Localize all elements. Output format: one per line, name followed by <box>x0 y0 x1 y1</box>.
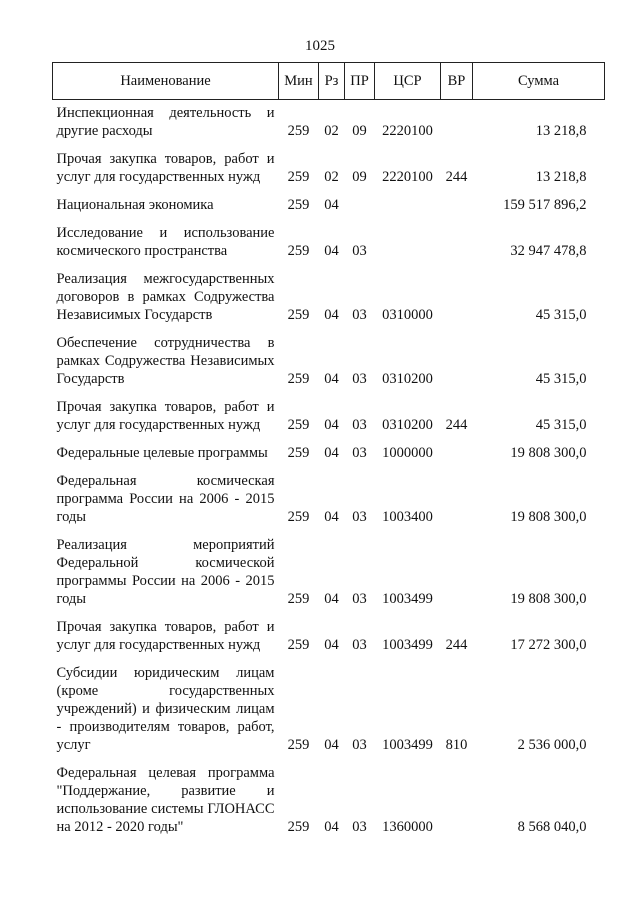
row-pr: 03 <box>352 371 367 387</box>
header-vr: ВР <box>441 63 473 100</box>
row-vr <box>441 270 473 334</box>
row-min: 259 <box>287 169 310 185</box>
table-row <box>53 196 605 224</box>
table-row <box>53 472 605 536</box>
row-pr: 03 <box>352 445 367 461</box>
header-rz: Рз <box>319 63 345 100</box>
row-min: 259 <box>287 445 310 461</box>
row-rz: 04 <box>324 637 339 653</box>
row-csr: 2220100 <box>382 169 433 185</box>
row-min: 259 <box>287 417 310 433</box>
row-vr: 244 <box>445 637 468 653</box>
row-name: Обеспечение сотрудничества в рамках Содружества Независимых Государств <box>56 335 275 387</box>
row-pr: 03 <box>352 591 367 607</box>
row-csr: 1000000 <box>382 445 433 461</box>
row-csr: 1003499 <box>382 591 433 607</box>
row-rz: 04 <box>324 371 339 387</box>
row-rz: 04 <box>324 509 339 525</box>
row-min: 259 <box>287 819 310 835</box>
row-name: Прочая закупка товаров, работ и услуг для государственных нужд <box>56 619 275 653</box>
row-vr: 810 <box>445 737 468 753</box>
row-pr: 03 <box>352 819 367 835</box>
row-min: 259 <box>287 243 310 259</box>
row-pr: 03 <box>352 737 367 753</box>
row-sum: 13 218,8 <box>535 123 587 139</box>
table-header-row <box>53 63 605 100</box>
row-rz: 04 <box>324 591 339 607</box>
row-name: Федеральная целевая программа "Поддержание, развитие и использование системы ГЛОНАСС на 2012 - 2020 годы" <box>56 765 275 835</box>
table-row <box>53 618 605 664</box>
row-min: 259 <box>287 371 310 387</box>
row-sum: 2 536 000,0 <box>517 737 587 753</box>
row-name: Национальная экономика <box>56 197 214 213</box>
row-rz: 04 <box>324 197 339 213</box>
row-rz: 04 <box>324 243 339 259</box>
row-sum: 13 218,8 <box>535 169 587 185</box>
row-csr <box>375 224 441 270</box>
row-name: Субсидии юридическим лицам (кроме государственных учреждений) и физическим лицам - производителям товаров, работ, услуг <box>56 665 275 753</box>
row-csr: 2220100 <box>382 123 433 139</box>
row-vr: 244 <box>445 169 468 185</box>
row-min: 259 <box>287 637 310 653</box>
table-row <box>53 444 605 472</box>
table-body <box>53 100 605 847</box>
row-min: 259 <box>287 591 310 607</box>
table-row <box>53 100 605 151</box>
row-name: Реализация мероприятий Федеральной космической программы России на 2006 - 2015 годы <box>56 537 275 607</box>
row-csr: 1360000 <box>382 819 433 835</box>
row-sum: 19 808 300,0 <box>510 445 587 461</box>
table-row <box>53 764 605 846</box>
header-name: Наименование <box>53 63 279 100</box>
row-min: 259 <box>287 737 310 753</box>
row-rz: 04 <box>324 417 339 433</box>
row-sum: 45 315,0 <box>535 371 587 387</box>
row-name: Реализация межгосударственных договоров в рамках Содружества Независимых Государств <box>56 271 275 323</box>
row-csr: 0310200 <box>382 371 433 387</box>
table-row <box>53 334 605 398</box>
row-csr: 0310200 <box>382 417 433 433</box>
row-vr <box>441 196 473 224</box>
table-row <box>53 398 605 444</box>
row-min: 259 <box>287 509 310 525</box>
page-number: 1025 <box>305 38 335 54</box>
row-min: 259 <box>287 197 310 213</box>
row-pr <box>345 196 375 224</box>
row-pr: 03 <box>352 417 367 433</box>
row-name: Инспекционная деятельность и другие расходы <box>56 105 275 139</box>
table-row <box>53 270 605 334</box>
row-name: Прочая закупка товаров, работ и услуг для государственных нужд <box>56 151 275 185</box>
row-vr <box>441 334 473 398</box>
row-min: 259 <box>287 123 310 139</box>
row-vr <box>441 444 473 472</box>
row-csr <box>375 196 441 224</box>
row-vr <box>441 224 473 270</box>
header-sum: Сумма <box>473 63 605 100</box>
row-rz: 04 <box>324 445 339 461</box>
row-csr: 0310000 <box>382 307 433 323</box>
row-vr <box>441 100 473 151</box>
row-rz: 04 <box>324 819 339 835</box>
row-sum: 45 315,0 <box>535 417 587 433</box>
row-name: Прочая закупка товаров, работ и услуг для государственных нужд <box>56 399 275 433</box>
row-vr: 244 <box>445 417 468 433</box>
row-sum: 32 947 478,8 <box>510 243 587 259</box>
row-csr: 1003499 <box>382 737 433 753</box>
row-pr: 09 <box>352 123 367 139</box>
table-row <box>53 150 605 196</box>
row-pr: 09 <box>352 169 367 185</box>
row-name: Исследование и использование космического пространства <box>56 225 275 259</box>
row-sum: 19 808 300,0 <box>510 509 587 525</box>
row-vr <box>441 472 473 536</box>
row-name: Федеральные целевые программы <box>56 445 268 461</box>
table-row <box>53 664 605 764</box>
row-rz: 04 <box>324 307 339 323</box>
row-name: Федеральная космическая программа России на 2006 - 2015 годы <box>56 473 275 525</box>
header-csr: ЦСР <box>375 63 441 100</box>
table-row <box>53 536 605 618</box>
row-sum: 45 315,0 <box>535 307 587 323</box>
table-row <box>53 224 605 270</box>
row-vr <box>441 764 473 846</box>
row-pr: 03 <box>352 243 367 259</box>
row-rz: 04 <box>324 737 339 753</box>
header-min: Мин <box>279 63 319 100</box>
row-sum: 8 568 040,0 <box>517 819 587 835</box>
row-csr: 1003499 <box>382 637 433 653</box>
row-rz: 02 <box>324 123 339 139</box>
row-pr: 03 <box>352 509 367 525</box>
row-min: 259 <box>287 307 310 323</box>
row-vr <box>441 536 473 618</box>
row-sum: 17 272 300,0 <box>510 637 587 653</box>
header-pr: ПР <box>345 63 375 100</box>
row-pr: 03 <box>352 637 367 653</box>
row-rz: 02 <box>324 169 339 185</box>
row-sum: 19 808 300,0 <box>510 591 587 607</box>
row-sum: 159 517 896,2 <box>503 197 587 213</box>
row-pr: 03 <box>352 307 367 323</box>
budget-table <box>52 62 605 846</box>
row-csr: 1003400 <box>382 509 433 525</box>
